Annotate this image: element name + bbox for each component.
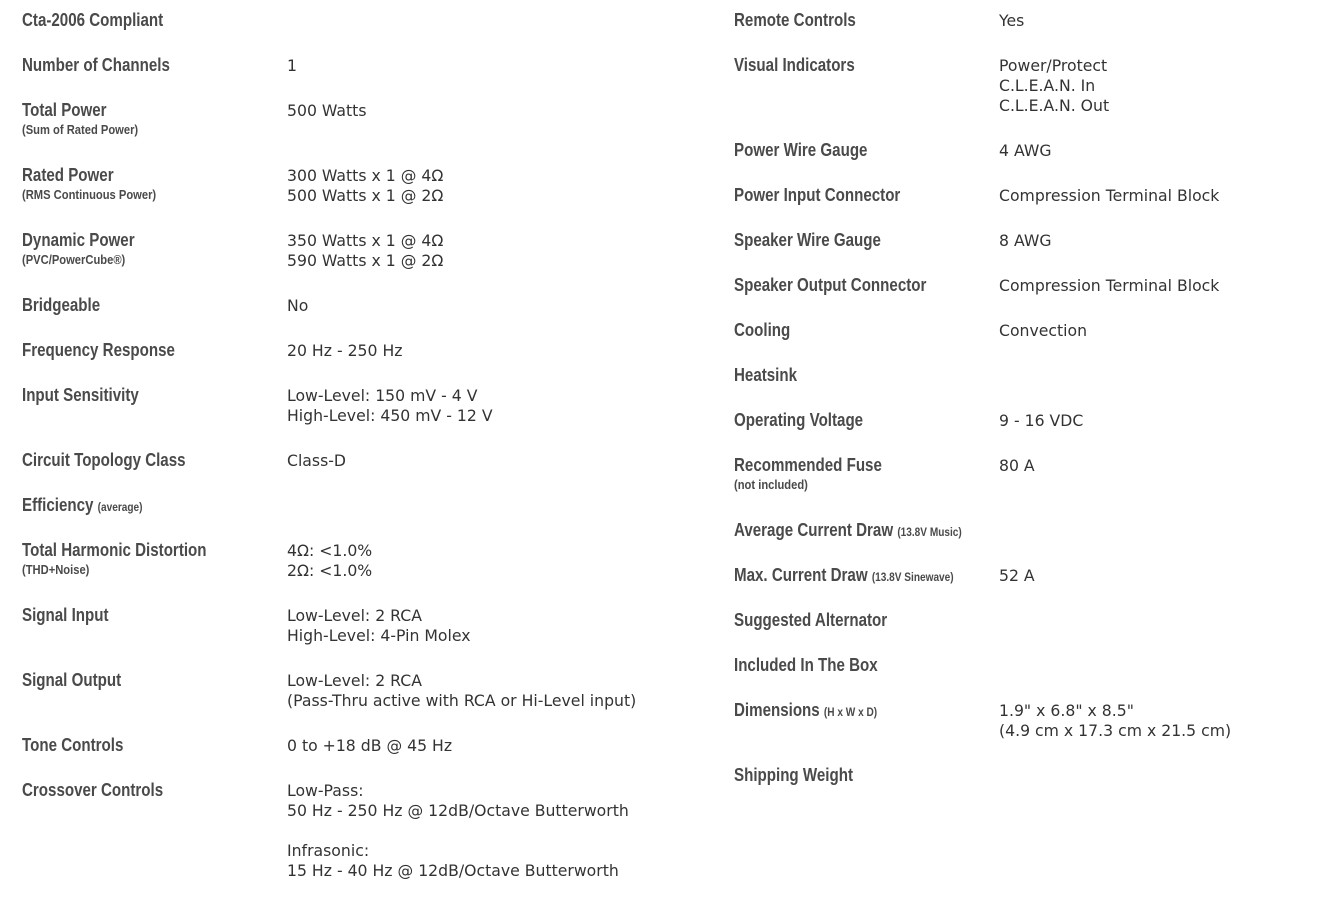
spec-label-text: Visual Indicators (734, 55, 855, 75)
spec-label (734, 565, 954, 587)
spec-value (999, 701, 1231, 741)
spec-value-line: 2Ω: <1.0% (287, 561, 373, 580)
spec-label-text: Speaker Wire Gauge (734, 230, 881, 250)
spec-label (734, 230, 881, 250)
spec-value (999, 456, 1035, 476)
spec-sublabel: (RMS Continuous Power) (22, 187, 157, 202)
spec-value-line: 300 Watts x 1 @ 4Ω (287, 166, 444, 185)
spec-label-text: Total Harmonic Distortion (22, 540, 207, 560)
spec-value-line: Infrasonic: (287, 841, 370, 860)
spec-label-qualifier: (average) (97, 500, 143, 514)
spec-label (734, 700, 877, 722)
spec-label-text: Speaker Output Connector (734, 275, 927, 295)
spec-label (734, 275, 926, 295)
spec-label (22, 450, 186, 470)
spec-value-line: Class-D (287, 451, 346, 470)
spec-label-text: Power Wire Gauge (734, 140, 868, 160)
spec-label-text: Shipping Weight (734, 765, 853, 785)
spec-value (287, 541, 372, 581)
spec-value (999, 411, 1083, 431)
spec-value (287, 56, 297, 76)
spec-value-line: 500 Watts (287, 101, 367, 120)
spec-label (22, 55, 170, 75)
spec-label (734, 140, 867, 160)
spec-label-text: Dynamic Power (22, 230, 135, 250)
spec-value (287, 781, 629, 881)
spec-label-text: Number of Channels (22, 55, 170, 75)
spec-value (999, 321, 1087, 341)
spec-value-line: Convection (999, 321, 1088, 340)
spec-label (734, 320, 790, 340)
spec-value (999, 566, 1035, 586)
spec-value-line: No (287, 296, 309, 315)
spec-label (734, 765, 853, 785)
spec-label-text: Included In The Box (734, 655, 878, 675)
spec-value-line: High-Level: 4-Pin Molex (287, 626, 471, 645)
spec-label (22, 735, 123, 755)
spec-value (287, 166, 443, 206)
spec-value-line: Low-Level: 2 RCA (287, 671, 422, 690)
spec-value-line: Compression Terminal Block (999, 276, 1220, 295)
spec-value (287, 671, 636, 711)
spec-label (734, 410, 863, 430)
spec-value-spacer (287, 821, 629, 841)
spec-label (22, 605, 109, 625)
spec-value (287, 386, 493, 426)
spec-sublabel: (Sum of Rated Power) (22, 122, 139, 137)
spec-value-line: Low-Pass: (287, 781, 364, 800)
spec-label-text: Dimensions (734, 700, 820, 720)
spec-sublabel: (not included) (734, 477, 808, 492)
spec-label (734, 10, 856, 30)
spec-label-qualifier: (13.8V Sinewave) (871, 570, 954, 584)
spec-value (999, 11, 1024, 31)
spec-label-text: Total Power (22, 100, 107, 120)
spec-label-text: Max. Current Draw (734, 565, 868, 585)
spec-value (999, 56, 1109, 116)
spec-value-line: High-Level: 450 mV - 12 V (287, 406, 493, 425)
spec-label (22, 385, 139, 405)
spec-label-text: Suggested Alternator (734, 610, 888, 630)
spec-label-text: Input Sensitivity (22, 385, 139, 405)
spec-value (287, 736, 452, 756)
spec-label-text: Heatsink (734, 365, 798, 385)
spec-value-line: 50 Hz - 250 Hz @ 12dB/Octave Butterworth (287, 801, 629, 820)
spec-label (22, 495, 142, 517)
spec-label (22, 540, 207, 560)
spec-label-text: Remote Controls (734, 10, 856, 30)
spec-value (287, 451, 346, 471)
spec-label (22, 295, 100, 315)
spec-label-text: Efficiency (22, 495, 94, 515)
spec-label (734, 610, 887, 630)
spec-value-line: 0 to +18 dB @ 45 Hz (287, 736, 453, 755)
spec-label-text: Signal Input (22, 605, 109, 625)
spec-value-line: (Pass-Thru active with RCA or Hi-Level input) (287, 691, 637, 710)
spec-value-line: Yes (999, 11, 1025, 30)
spec-value (999, 231, 1051, 251)
spec-value (287, 606, 471, 646)
spec-label-text: Cta-2006 Compliant (22, 10, 164, 30)
spec-label (734, 520, 962, 542)
spec-label (22, 230, 135, 250)
spec-value-line: Power/Protect (999, 56, 1108, 75)
spec-value-line: 500 Watts x 1 @ 2Ω (287, 186, 444, 205)
spec-value (999, 186, 1219, 206)
spec-value (287, 101, 366, 121)
spec-value-line: Low-Level: 150 mV - 4 V (287, 386, 478, 405)
spec-value-line: 4 AWG (999, 141, 1052, 160)
spec-value-line: 52 A (999, 566, 1035, 585)
spec-value-line: Low-Level: 2 RCA (287, 606, 422, 625)
spec-value-line: 9 - 16 VDC (999, 411, 1084, 430)
spec-label (734, 55, 855, 75)
spec-label-qualifier: (H x W x D) (823, 705, 878, 719)
spec-value (287, 341, 403, 361)
spec-label-text: Cooling (734, 320, 791, 340)
spec-label (734, 455, 882, 475)
spec-label-text: Operating Voltage (734, 410, 864, 430)
spec-label (734, 655, 878, 675)
spec-label-text: Bridgeable (22, 295, 101, 315)
spec-value (287, 231, 443, 271)
spec-value-line: 8 AWG (999, 231, 1052, 250)
spec-label-text: Rated Power (22, 165, 114, 185)
spec-label-text: Power Input Connector (734, 185, 901, 205)
spec-value-line: 15 Hz - 40 Hz @ 12dB/Octave Butterworth (287, 861, 619, 880)
spec-value (999, 141, 1051, 161)
spec-label (22, 780, 163, 800)
spec-label (22, 670, 121, 690)
spec-label-text: Circuit Topology Class (22, 450, 186, 470)
spec-value-line: 350 Watts x 1 @ 4Ω (287, 231, 444, 250)
spec-value-line: Compression Terminal Block (999, 186, 1220, 205)
spec-label-text: Crossover Controls (22, 780, 164, 800)
spec-label (22, 165, 114, 185)
spec-label-text: Tone Controls (22, 735, 124, 755)
spec-value-line: 1 (287, 56, 297, 75)
spec-label-qualifier: (13.8V Music) (897, 525, 962, 539)
spec-value-line: 1.9" x 6.8" x 8.5" (999, 701, 1134, 720)
spec-label (22, 100, 107, 120)
spec-label (734, 185, 900, 205)
spec-value-line: 20 Hz - 250 Hz (287, 341, 403, 360)
spec-value-line: C.L.E.A.N. In (999, 76, 1096, 95)
spec-sublabel: (THD+Noise) (22, 562, 90, 577)
spec-value-line: 80 A (999, 456, 1035, 475)
spec-value-line: 4Ω: <1.0% (287, 541, 373, 560)
spec-sublabel: (PVC/PowerCube®) (22, 252, 126, 267)
spec-label-text: Average Current Draw (734, 520, 894, 540)
spec-label (22, 10, 163, 30)
spec-value (287, 296, 308, 316)
spec-value-line: C.L.E.A.N. Out (999, 96, 1110, 115)
spec-value-line: 590 Watts x 1 @ 2Ω (287, 251, 444, 270)
spec-value (999, 276, 1219, 296)
spec-label-text: Frequency Response (22, 340, 175, 360)
spec-label (734, 365, 797, 385)
spec-label-text: Recommended Fuse (734, 455, 882, 475)
spec-label-text: Signal Output (22, 670, 122, 690)
spec-value-line: (4.9 cm x 17.3 cm x 21.5 cm) (999, 721, 1232, 740)
spec-label (22, 340, 175, 360)
